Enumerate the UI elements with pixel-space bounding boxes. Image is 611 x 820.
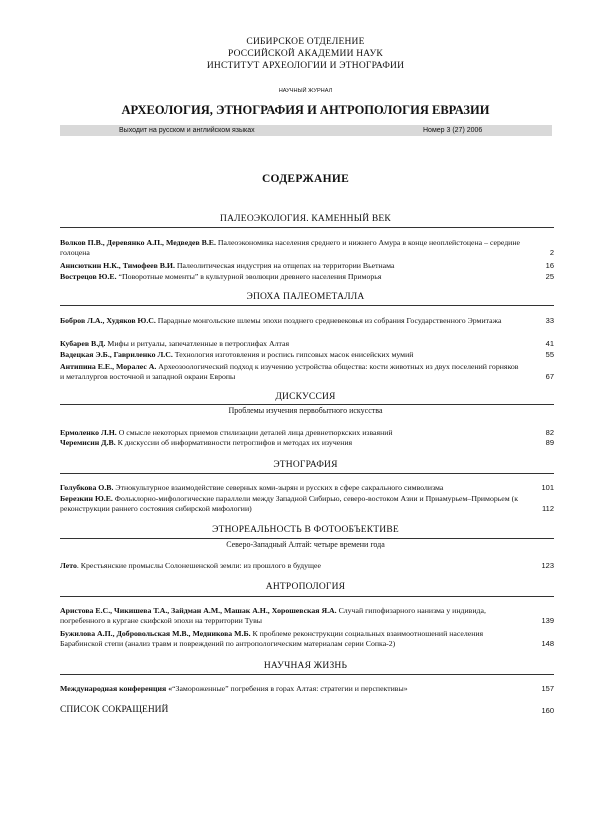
toc-entry[interactable] <box>60 272 554 282</box>
section-title: АНТРОПОЛОГИЯ <box>265 582 346 592</box>
entry-authors: Аристова Е.С., Чикишева Т.А., Зайдман А.М., Машак А.Н., Хорошевская Я.А. <box>60 606 337 615</box>
entry-title: О смысле некоторых приемов стилизации деталей лица древнетюркских изваяний <box>116 428 393 437</box>
toc-entry[interactable] <box>60 339 554 349</box>
entry-page: 41 <box>545 339 554 348</box>
section-title: ПАЛЕОЭКОЛОГИЯ. КАМЕННЫЙ ВЕК <box>220 214 391 224</box>
publisher-line-1: СИБИРСКОЕ ОТДЕЛЕНИЕ <box>246 37 365 47</box>
toc-entry[interactable] <box>60 606 554 626</box>
toc-entry[interactable] <box>60 428 554 438</box>
entry-title: Этнокультурное взаимодействие северных коми-зырян и русских в сфере сакрального символизма <box>113 483 444 492</box>
entry-page: 25 <box>545 272 554 281</box>
toc-entry[interactable] <box>60 350 554 360</box>
entry-authors: Бужилова А.П., Добровольская М.В., Медникова М.Б. <box>60 629 251 638</box>
section-rule <box>60 596 554 597</box>
abbreviations-heading[interactable]: СПИСОК СОКРАЩЕНИЙ <box>60 705 169 715</box>
entry-authors: Ермоленко Л.Н. <box>60 428 117 437</box>
entry-title: “Замороженные” погребения в горах Алтая: стратегии и перспективы» <box>172 684 408 693</box>
entry-title: Случай гипофизарного нанизма у индивида, погребенного в кургане скифской эпохи на территории Тувы <box>60 606 486 625</box>
entry-page: 82 <box>545 428 554 437</box>
journal-kicker: НАУЧНЫЙ ЖУРНАЛ <box>278 88 333 94</box>
entry-title: Мифы и ритуалы, запечатленные в петроглифах Алтая <box>105 339 290 348</box>
toc-entry[interactable] <box>60 316 554 326</box>
entry-page: 112 <box>542 504 554 513</box>
entry-page: 2 <box>549 248 554 257</box>
section-rule <box>60 538 554 539</box>
entry-title: Палеолитическая индустрия на отщепах на территории Вьетнама <box>174 261 395 270</box>
publisher-line-2: РОССИЙСКОЙ АКАДЕМИИ НАУК <box>228 49 383 59</box>
section-subtitle: Северо-Западный Алтай: четыре времени года <box>226 540 385 549</box>
toc-entry[interactable] <box>60 261 554 271</box>
section-subtitle: Проблемы изучения первобытного искусства <box>228 406 383 415</box>
entry-authors: Черемисин Д.В. <box>60 438 116 447</box>
entry-page: 89 <box>545 438 554 447</box>
entry-authors: Лето <box>60 561 77 570</box>
entry-title: . Крестьянские промыслы Солонешенской земли: из прошлого в будущее <box>76 561 321 570</box>
section-title: ЭТНОГРАФИЯ <box>273 460 338 470</box>
toc-entry[interactable] <box>60 362 554 382</box>
section-rule <box>60 227 554 228</box>
section-rule <box>60 404 554 405</box>
toc-entry[interactable] <box>60 438 554 448</box>
entry-authors: Вадецкая Э.Б., Гавриленко Л.С. <box>60 350 173 359</box>
entry-authors: Анисюткин Н.К., Тимофеев В.И. <box>60 261 175 270</box>
entry-authors: Голубкова О.В. <box>60 483 114 492</box>
toc-entry[interactable] <box>60 629 554 649</box>
entry-title: Технология изготовления и роспись гипсовых масок енисейских мумий <box>172 350 414 359</box>
entry-page: 16 <box>545 261 554 270</box>
entry-authors: Антипина Е.Е., Моралес А. <box>60 362 157 371</box>
entry-title: К дискуссии об информативности петроглифов и методах их изучения <box>115 438 353 447</box>
toc-entry[interactable] <box>60 561 554 571</box>
entry-authors: Березкин Ю.Е. <box>60 494 113 503</box>
entry-title: Археозоологический подход к изучению устройства общества: кости животных из двух поселений горняков и металлургов восточной и западной окраин Европы <box>60 362 519 381</box>
entry-page: 123 <box>541 561 554 570</box>
entry-title: К проблеме реконструкции социальных взаимоотношений населения Барабинской степи (анализ травм и повреждений по антропологическим материалам серии Сопка-2) <box>60 629 484 648</box>
section-title: ЭТНОРЕАЛЬНОСТЬ В ФОТООБЪЕКТИВЕ <box>212 525 399 535</box>
issue-band <box>60 125 552 136</box>
languages-note: Выходит на русском и английском языках <box>119 127 255 134</box>
entry-page: 33 <box>545 316 554 325</box>
abbreviations-page: 160 <box>541 706 554 715</box>
toc-entry[interactable] <box>60 494 554 514</box>
section-rule <box>60 473 554 474</box>
entry-page: 139 <box>541 616 554 625</box>
toc-entry[interactable] <box>60 238 554 258</box>
entry-authors: Вострецов Ю.Е. <box>60 272 117 281</box>
toc-entry[interactable] <box>60 684 554 694</box>
issue-number: Номер 3 (27) 2006 <box>423 127 483 134</box>
entry-authors: Кубарев В.Д. <box>60 339 106 348</box>
journal-title: АРХЕОЛОГИЯ, ЭТНОГРАФИЯ И АНТРОПОЛОГИЯ ЕВРАЗИИ <box>121 103 490 117</box>
toc-entry[interactable] <box>60 483 554 493</box>
entry-page: 148 <box>541 639 554 648</box>
section-title: НАУЧНАЯ ЖИЗНЬ <box>263 661 348 671</box>
entry-page: 67 <box>545 372 554 381</box>
entry-title: Парадные монгольские шлемы эпохи позднего средневековья из собрания Государственного Эрмитажа <box>155 316 502 325</box>
entry-title: Фольклорно-мифологические параллели между Западной Сибирью, северо-востоком Азии и Приамурьем–Приморьем (к реконструкции раннего состояния сибирской мифологии) <box>60 494 519 513</box>
entry-authors: Бобров Л.А., Худяков Ю.С. <box>60 316 156 325</box>
entry-authors: Волков П.В., Деревянко А.П., Медведев В.Е. <box>60 238 216 247</box>
section-title: ЭПОХА ПАЛЕОМЕТАЛЛА <box>246 292 365 302</box>
entry-page: 157 <box>541 684 554 693</box>
section-rule <box>60 674 554 675</box>
section-title: ДИСКУССИЯ <box>275 392 336 402</box>
entry-title: Палеоэкономика населения среднего и нижнего Амура в конце неоплейстоцена – середине голоцена <box>60 238 520 257</box>
section-rule <box>60 305 554 306</box>
entry-title: “Поворотные моменты” в культурной эволюции древнего населения Приморья <box>116 272 382 281</box>
contents-heading: СОДЕРЖАНИЕ <box>261 173 350 185</box>
entry-page: 101 <box>541 483 554 492</box>
publisher-line-3: ИНСТИТУТ АРХЕОЛОГИИ И ЭТНОГРАФИИ <box>206 61 405 71</box>
entry-page: 55 <box>545 350 554 359</box>
entry-authors: Международная конференция « <box>60 684 173 693</box>
